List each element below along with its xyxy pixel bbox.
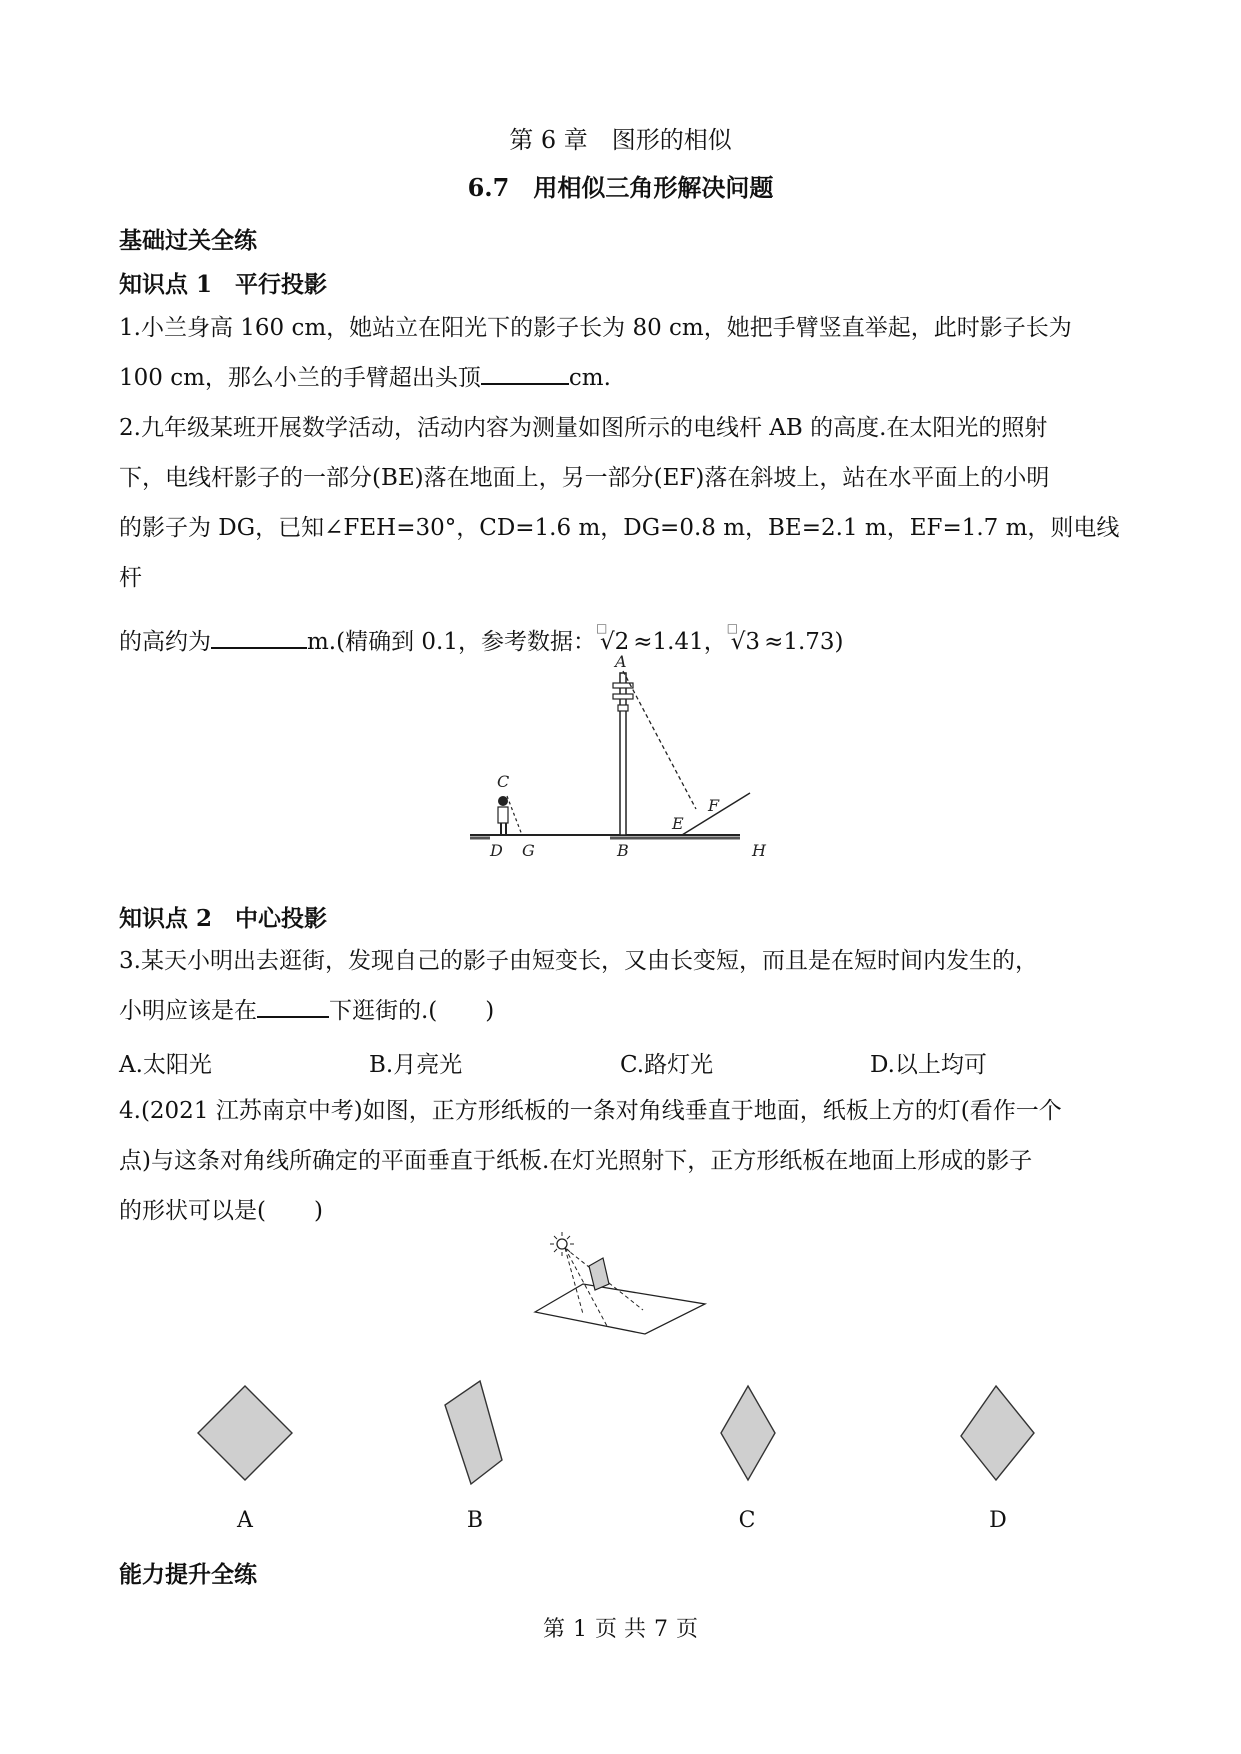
label-G: G — [522, 841, 535, 860]
label-E: E — [672, 814, 684, 833]
q2-line4-text: 的高约为 — [119, 629, 211, 655]
approx-1-41: ≈1.41， — [633, 629, 727, 655]
option-A[interactable]: A.太阳光 — [119, 1052, 212, 1078]
caption-D: D — [989, 1508, 1007, 1533]
shape-option-B[interactable] — [440, 1378, 510, 1488]
option-D[interactable]: D.以上均可 — [870, 1052, 987, 1078]
label-F: F — [708, 796, 720, 815]
shape-option-A[interactable] — [195, 1383, 295, 1483]
option-C[interactable]: C.路灯光 — [620, 1052, 714, 1078]
part-title-ability: 能力提升全练 — [119, 1561, 257, 1588]
knowledge-point-1: 知识点 1 平行投影 — [119, 271, 328, 298]
q4-line3-text: 的形状可以是( — [119, 1198, 266, 1224]
total-pages: 7 — [654, 1617, 668, 1642]
sqrt2: □ √2 — [595, 621, 630, 655]
q1-line2 — [119, 353, 1123, 403]
sun-ray-person — [507, 796, 522, 835]
q4-line2: 点)与这条对角线所确定的平面垂直于纸板.在灯光照射下，正方形纸板在地面上形成的影子 — [119, 1148, 1033, 1174]
q3-line2-text: 小明应该是在 — [119, 998, 257, 1024]
question-1 — [119, 303, 1123, 403]
q1-line2-text: 100 cm，那么小兰的手臂超出头顶 — [119, 365, 481, 391]
answer-blank[interactable] — [481, 359, 569, 385]
lamp-square-figure — [525, 1228, 725, 1348]
label-B: B — [617, 841, 629, 860]
pole-insulator — [618, 705, 628, 711]
chapter-title: 第 6 章 图形的相似 — [509, 126, 732, 154]
label-A: A — [615, 652, 627, 671]
knowledge-point-2: 知识点 2 中心投影 — [119, 905, 328, 932]
page-number: 1 — [573, 1617, 587, 1642]
pole-crossarm — [613, 694, 633, 699]
part-title-basic: 基础过关全练 — [119, 227, 257, 254]
section-title: 6.7 用相似三角形解决问题 — [467, 173, 774, 202]
approx-1-73: ≈1.73) — [764, 629, 844, 655]
caption-A: A — [237, 1508, 253, 1533]
lamp-icon — [550, 1232, 574, 1256]
q2-line2: 下，电线杆影子的一部分(BE)落在地面上，另一部分(EF)落在斜坡上，站在水平面上的小明 — [119, 465, 1050, 491]
label-D: D — [490, 841, 503, 860]
label-H: H — [752, 841, 766, 860]
person — [498, 796, 508, 835]
q4-line1: 4.(2021 江苏南京中考)如图，正方形纸板的一条对角线垂直于地面，纸板上方的灯(看作一个 — [119, 1098, 1062, 1124]
option-B[interactable]: B.月亮光 — [369, 1052, 463, 1078]
q3-line1: 3.某天小明出去逛街，发现自己的影子由短变长，又由长变短，而且是在短时间内发生的， — [119, 948, 1038, 974]
caption-B: B — [466, 1508, 484, 1533]
q2-line4-text2: m.(精确到 0.1，参考数据： — [307, 629, 596, 655]
answer-blank[interactable] — [211, 623, 307, 649]
q1-unit: cm. — [568, 365, 611, 391]
sun-ray-pole — [623, 671, 696, 809]
q3-line2 — [119, 986, 1123, 1036]
footer-end: 页 — [676, 1617, 699, 1642]
q1-line1: 1.小兰身高 160 cm，她站立在阳光下的影子长为 80 cm，她把手臂竖直举起，此时影子长为 — [119, 315, 1072, 341]
label-C: C — [497, 772, 510, 791]
page-footer — [0, 1612, 1241, 1643]
footer-label: 第 — [542, 1617, 565, 1642]
q4-paren-close: ) — [313, 1198, 323, 1224]
q3-line2-text2: 下逛街的.( — [329, 998, 438, 1024]
pole-shadow-figure — [460, 645, 780, 860]
question-4 — [119, 1086, 1123, 1236]
question-2 — [119, 403, 1123, 667]
caption-C: C — [738, 1508, 756, 1533]
answer-blank[interactable] — [257, 992, 329, 1018]
question-3 — [119, 936, 1123, 1036]
q2-line1: 2.九年级某班开展数学活动，活动内容为测量如图所示的电线杆 AB 的高度.在太阳光的照射 — [119, 415, 1048, 441]
sqrt3: □ √3 — [726, 621, 761, 655]
shape-option-C[interactable] — [718, 1383, 778, 1485]
shape-option-D[interactable] — [958, 1383, 1038, 1483]
q2-line3: 的影子为 DG，已知∠FEH=30°，CD=1.6 m，DG=0.8 m，BE=2.1 m，EF=1.7 m，则电线杆 — [119, 515, 1120, 591]
footer-mid: 页 共 — [595, 1617, 646, 1642]
q3-paren-close: ) — [485, 998, 495, 1024]
